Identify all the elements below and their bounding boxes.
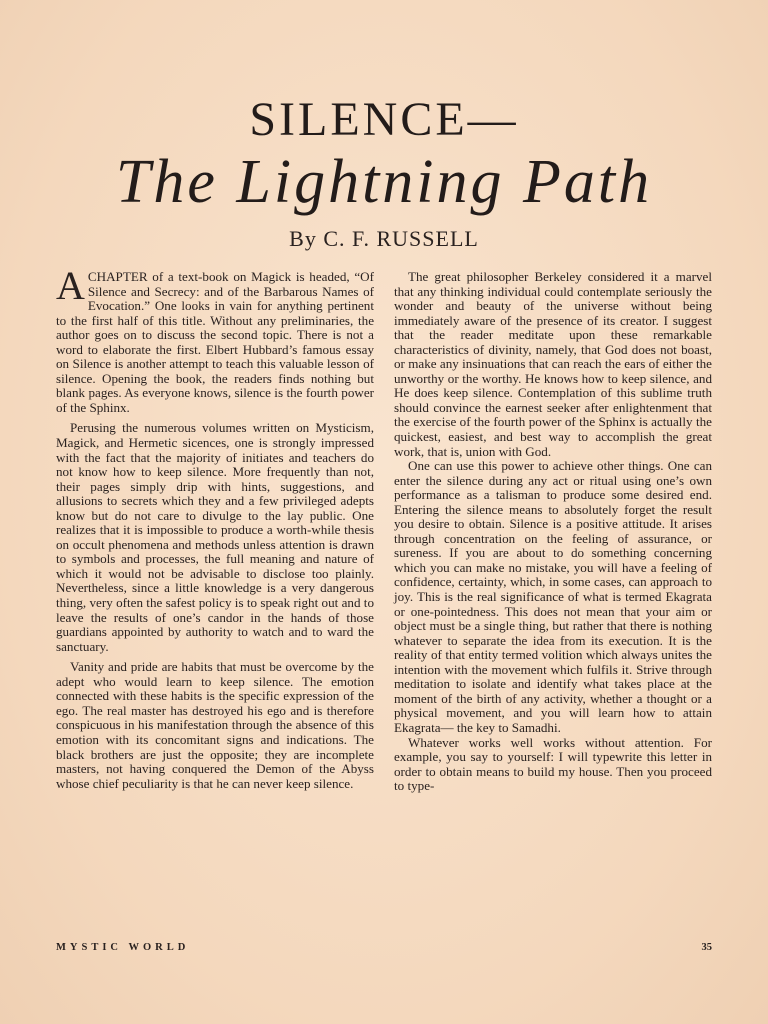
- paragraph: The great philosopher Berkeley considered it a marvel that any thinking individual could contemplate seriously the wonder and beauty of the universe without being immediately aware of the presence of its creator. I suggest that the reader meditate upon these remarkable characteristics of divinity, namely, that God does not boast, or make any insinuations that can reach the ears of either the unworthy or the worthy. He knows how to keep silence, and He does keep silence. Contemplation of this sublime truth should convince the earnest seeker after enlightenment that the exercise of the fourth power of the Sphinx is actually the quickest, easiest, and best way to accomplish the great work, that is, union with God.: [394, 269, 712, 459]
- footer-publication: MYSTIC WORLD: [56, 942, 190, 953]
- article-subtitle: The Lightning Path: [115, 148, 653, 216]
- article-title: SILENCE—: [249, 93, 519, 146]
- article-byline: By C. F. RUSSELL: [289, 226, 479, 251]
- paragraph: [56, 263, 374, 415]
- right-column: [394, 270, 712, 794]
- paragraph: Whatever works well works without attention. For example, you say to yourself: I will typewrite this letter in order to obtain means to build my house. Then you proceed to type-: [394, 734, 712, 794]
- paragraph: Vanity and pride are habits that must be overcome by the adept who would learn to keep silence. The emotion connected with these habits is the specific expression of the ego. The real master has destroyed his ego and is therefore conspicuous in his manifestation through the absence of this emotion with its concomitant signs and indications. The black brothers are just the opposite; they are incomplete masters, not having conquered the Demon of the Abyss whose chief peculiarity is that he can never keep silence.: [56, 659, 374, 791]
- paragraph: One can use this power to achieve other things. One can enter the silence during any act or ritual using one’s own performance as a talisman to produce some desired end. Entering the silence means to absolutely forget the result you desire to obtain. Silence is a positive attitude. It arises through concentration on the feeling of assurance, or sureness. If you are about to do something concerning which you can make no mistake, you will have a feeling of confidence, certainty, which, in some cases, can approach to joy. This is the real significance of what is termed Ekagrata or one-pointedness. This does not mean that your aim or object must be a single thing, but rather that there is nothing whatever to separate the idea from its execution. It is the reality of that entity termed volition which always unites the intention with the movement which fulfils it. Strive through meditation to isolate and identify what takes place at the moment of the birth of any activity, whether a thought or a physical movement, and you will learn how to attain Ekagrata— the key to Samadhi.: [394, 458, 712, 735]
- footer-page-number: 35: [701, 942, 712, 953]
- drop-cap: A: [56, 263, 85, 308]
- paragraph: Perusing the numerous volumes written on Mysticism, Magick, and Hermetic sicences, one is strongly impressed with the fact that the majority of initiates and teachers do not know how to keep silence. More frequently than not, their pages simply drip with hints, suggestions, and allusions to secrets which they and a few privileged adepts know but do not care to divulge to the lay public. One realizes that it is impossible to produce a worth-while thesis on occult phenomena and methods unless attention is drawn to symbols and processes, the full meaning and nature of which it would not be advisable to disclose too plainly. Nevertheless, since a little knowledge is a very dangerous thing, very often the safest policy is to speak right out and to leave the results of one’s candor in the hands of those guardians appointed by authority to watch and to ward the sanctuary.: [56, 420, 374, 654]
- left-column: [56, 263, 374, 791]
- paragraph-text: CHAPTER of a text-book on Magick is headed, “Of Silence and Secrecy: and of the Barbarous Names of Evocation.” One looks in vain for anything pertinent to the first half of this title. Without any preliminaries, the author goes on to discuss the second topic. There is not a word to elaborate the first. Elbert Hubbard’s famous essay on Silence is another attempt to teach this valuable lesson of silence. Opening the book, the readers finds nothing but blank pages. As everyone knows, silence is the fourth power of the Sphinx.: [56, 269, 374, 415]
